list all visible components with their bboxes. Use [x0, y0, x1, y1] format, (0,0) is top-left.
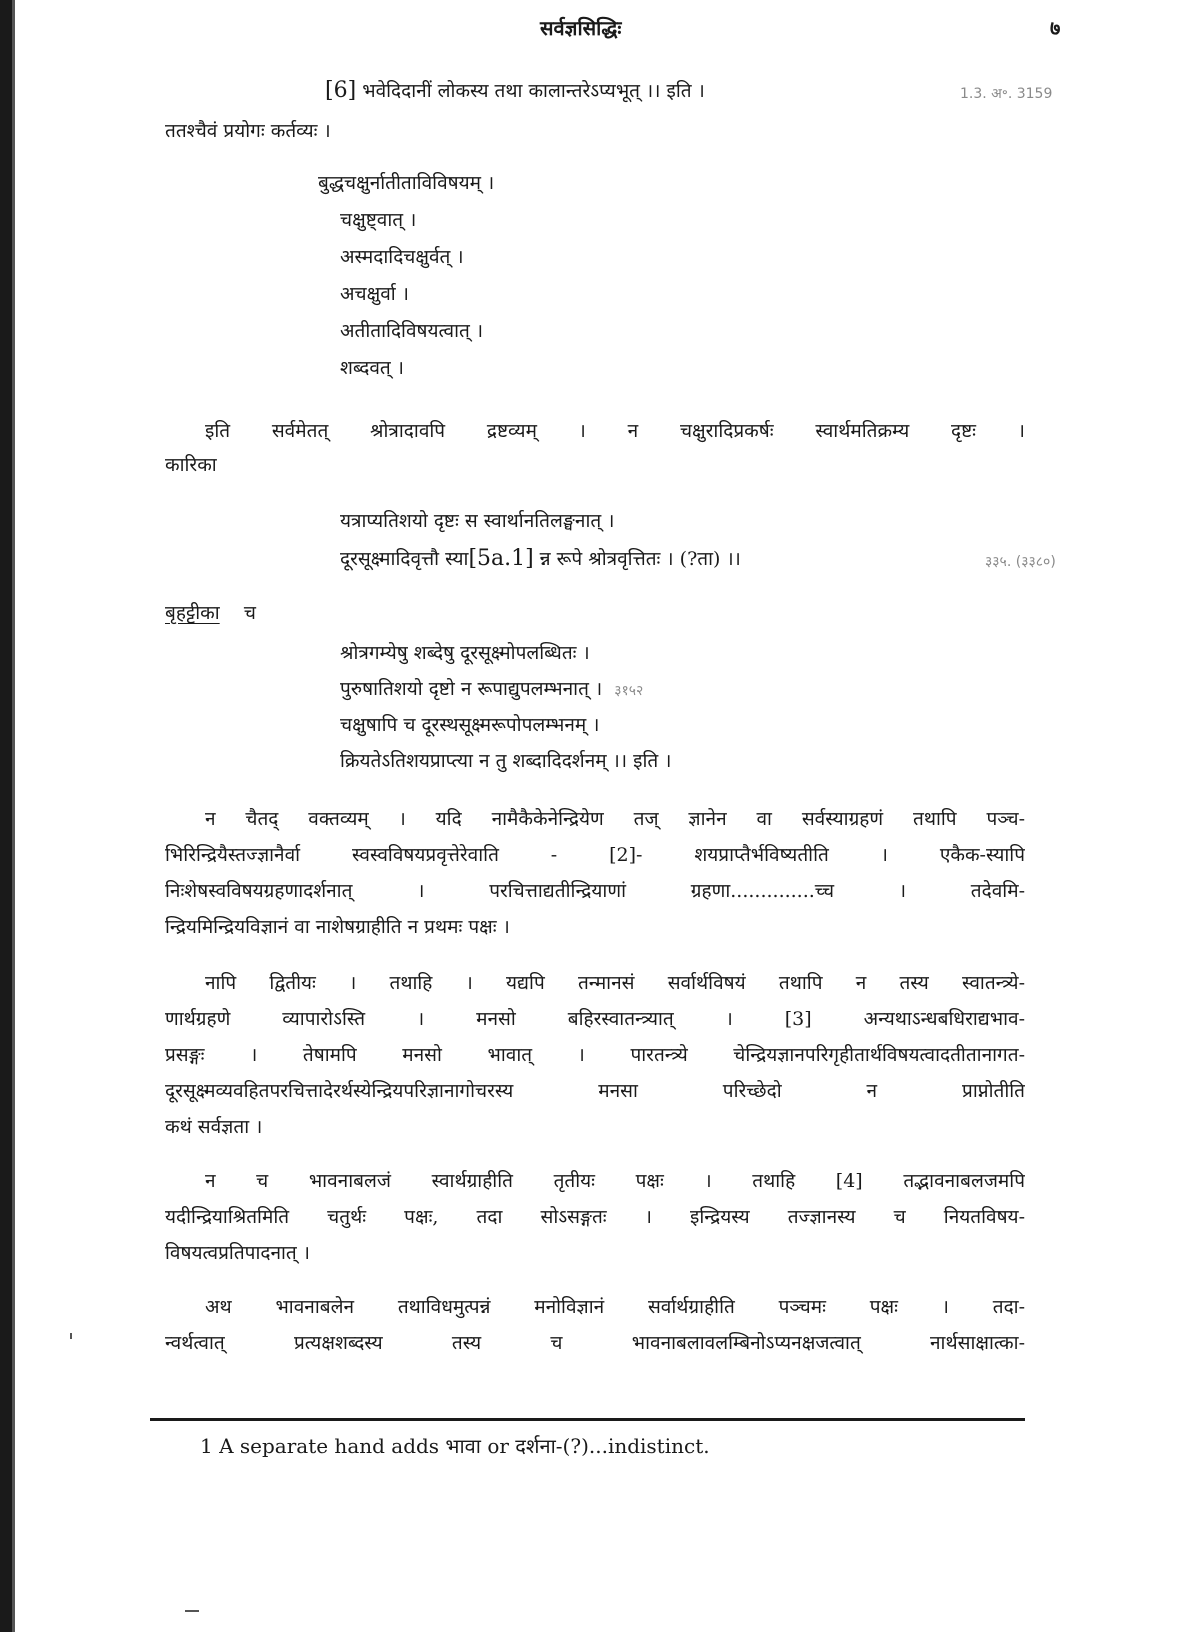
paragraph-line: न चैतद् वक्तव्यम् । यदि नामैकैकेनेन्द्रियेण तज् ज्ञानेन वा सर्वस्याग्रहणं तथापि पञ्च-	[205, 808, 1025, 830]
margin-note-3: ३१५२	[614, 683, 644, 699]
brihattika-verse	[340, 676, 643, 704]
binding-shadow	[0, 0, 12, 1632]
paragraph-line: न च भावनाबलजं स्वार्थग्राहीति तृतीयः पक्षः । तथाहि [4] तद्भावनाबलजमपि	[205, 1170, 1025, 1192]
stray-mark	[185, 1610, 199, 1612]
margin-note-1: 1.3. अ॰. 3159	[960, 86, 1053, 102]
brihattika-verse: चक्षुषापि च दूरस्थसूक्ष्मरूपोपलम्भनम् ।	[340, 714, 600, 736]
page-number: ७	[1050, 16, 1061, 40]
paragraph-line: अथ भावनाबलेन तथाविधमुत्पन्नं मनोविज्ञानं सर्वार्थग्राहीति पञ्चमः पक्षः । तदा-	[205, 1296, 1025, 1318]
syllogism-line: अतीतादिविषयत्वात् ।	[340, 320, 484, 342]
paragraph-line: निःशेषस्वविषयग्रहणादर्शनात् । परचित्ताद्यतीन्द्रियाणां ग्रहणा..............च्च । तदेवमि-	[165, 880, 1025, 902]
syllogism-line: बुद्धचक्षुर्नातीताविविषयम् ।	[318, 172, 495, 194]
paragraph-line: यदीन्द्रियाश्रितमिति चतुर्थः पक्षः, तदा सोऽसङ्गतः । इन्द्रियस्य तज्ज्ञानस्य च नियतविषय-	[165, 1206, 1025, 1228]
paragraph-line: णार्थग्रहणे व्यापारोऽस्ति । मनसो बहिरस्वातन्त्र्यात् । [3] अन्यथाऽन्धबधिराद्यभाव-	[165, 1008, 1025, 1030]
paragraph-line: इति सर्वमेतत् श्रोत्रादावपि द्रष्टव्यम् । न चक्षुरादिप्रकर्षः स्वार्थमतिक्रम्य दृष्टः ।	[205, 420, 1025, 442]
brihattika-label: बृहट्टीका	[165, 602, 220, 624]
karika-verse	[340, 546, 741, 572]
running-title: सर्वज्ञसिद्धिः	[540, 16, 622, 40]
stray-mark	[70, 1333, 72, 1339]
binding-shadow-inner	[12, 0, 15, 1632]
folio-marker: [5a.1]	[468, 546, 534, 571]
brihattika-verse: क्रियतेऽतिशयप्राप्त्या न तु शब्दादिदर्शनम् ।। इति ।	[340, 750, 672, 772]
prayoga-line: ततश्चैवं प्रयोगः कर्तव्यः ।	[165, 120, 331, 142]
footnote-number: 1	[200, 1434, 213, 1458]
brihattika-conj: च	[243, 602, 256, 624]
paragraph-line: भिरिन्द्रियैस्तज्ज्ञानैर्वा स्वस्वविषयप्रवृत्तेरेवाति - [2]- शयप्राप्तैर्भविष्यतीति । एकैक-स्यापि	[165, 844, 1025, 866]
page-header	[0, 14, 1188, 48]
karika-verse-part: न्न रूपे श्रोत्रवृत्तितः । (?ता) ।।	[539, 548, 741, 570]
paragraph-line: विषयत्वप्रतिपादनात् ।	[165, 1242, 310, 1264]
paragraph-line: न्द्रियमिन्द्रियविज्ञानं वा नाशेषग्राहीति न प्रथमः पक्षः ।	[165, 916, 510, 938]
opening-line	[325, 78, 705, 104]
karika-label: कारिका	[165, 454, 217, 476]
brihattika-verse: श्रोत्रगम्येषु शब्देषु दूरसूक्ष्मोपलब्धितः ।	[340, 642, 590, 664]
syllogism-line: शब्दवत् ।	[340, 357, 404, 379]
footnote	[200, 1432, 710, 1459]
paragraph-line: दूरसूक्ष्मव्यवहितपरचित्तादेरर्थस्येन्द्रियपरिज्ञानागोचरस्य मनसा परिच्छेदो न प्राप्नोतीति	[165, 1080, 1025, 1102]
karika-verse-part: दूरसूक्ष्मादिवृत्तौ स्या	[340, 548, 469, 570]
footnote-rule	[150, 1418, 1025, 1421]
syllogism-line: चक्षुष्ट्वात् ।	[340, 209, 417, 231]
syllogism-line: अचक्षुर्वा ।	[340, 283, 409, 305]
section-marker: [6]	[325, 78, 357, 103]
opening-text: भवेदिदानीं लोकस्य तथा कालान्तरेऽप्यभूत् ।। इति ।	[362, 80, 705, 102]
margin-note-2: ३३५. (३३८०)	[985, 554, 1056, 570]
paragraph-line: नापि द्वितीयः । तथाहि । यद्यपि तन्मानसं सर्वार्थविषयं तथापि न तस्य स्वातन्त्र्ये-	[205, 972, 1025, 994]
syllogism-line: अस्मदादिचक्षुर्वत् ।	[340, 246, 464, 268]
footnote-text: A separate hand adds भावा or दर्शना-(?)...indistinct.	[219, 1434, 710, 1458]
paragraph-line: न्वर्थत्वात् प्रत्यक्षशब्दस्य तस्य च भावनाबलावलम्बिनोऽप्यनक्षजत्वात् नार्थसाक्षात्का-	[165, 1332, 1025, 1354]
paragraph-line: कथं सर्वज्ञता ।	[165, 1116, 263, 1138]
brihattika-heading	[165, 600, 256, 626]
paragraph-line: प्रसङ्गः । तेषामपि मनसो भावात् । पारतन्त्र्ये चेन्द्रियज्ञानपरिगृहीतार्थविषयत्वादतीतानागत-	[165, 1044, 1025, 1066]
karika-verse: यत्राप्यतिशयो दृष्टः स स्वार्थानतिलङ्घनात् ।	[340, 510, 615, 532]
brihattika-verse-text: पुरुषातिशयो दृष्टो न रूपाद्युपलम्भनात् ।	[340, 678, 603, 700]
